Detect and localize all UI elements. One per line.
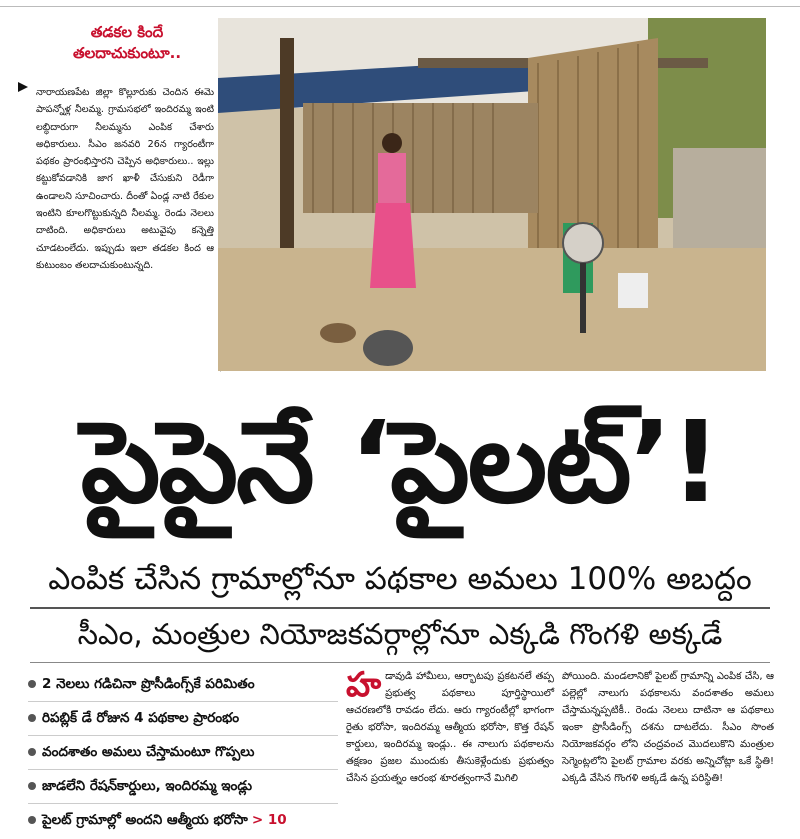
sub-headline-1: ఎంపిక చేసిన గ్రామాల్లోనూ పథకాల అమలు 100% అబద్ధం: [48, 561, 752, 597]
list-item: [28, 804, 338, 837]
caption-title-line2: తలదాచుకుంటూ..: [72, 44, 182, 62]
list-item: [28, 770, 338, 804]
sub-headline-2: సీఎం, మంత్రుల నియోజకవర్గాల్లోనూ ఎక్కడి గొంగళి అక్కడే: [77, 617, 723, 651]
caption-title: [34, 22, 220, 64]
article-text-2: పోయింది. మండలానికో పైలట్ గ్రామాన్ని ఎంపిక చేసి, ఆ పల్లెల్లో నాలుగు పథకాలను వందశాతం అమలు చేస్తామన్నప్పటికీ.. రెండు నెలలు దాటినా ఆ పథకాలు ఇంకా ప్రొసీడింగ్స్ దశను దాటలేదు. సీఎం సొంత నియోజకవర్గం లోని చంద్రవంచ మొదలుకొని మంత్రుల సెగ్మెంట్లలోని పైలట్ గ్రామాల వరకు అన్నిచోట్లా ఒకే స్థితి! ఎక్కడి వేసిన గొంగళి అక్కడే ఉన్న పరిస్థితి!: [562, 671, 774, 784]
page-reference: > 10: [251, 812, 287, 828]
list-item: [28, 702, 338, 736]
bullet-icon: [28, 680, 36, 688]
bullet-icon: [28, 714, 36, 722]
caption-text: నారాయణపేట జిల్లా కొల్లూరుకు చెందిన ఈమె పాపన్నోళ్ల నీలమ్మ. గ్రామసభలో ఇందిరమ్మ ఇంటి లబ్ధిదారుగా నీలమ్మను ఎంపిక చేశారు అధికారులు. సీఎం జనవరి 26న గ్యారంటీగా పథకం ప్రారంభిస్తారని చెప్పిన అధికారులు.. ఇల్లు కట్టుకోవడానికి జాగ ఖాళీ చేసుకుని రెడీగా ఉండాలని సూచించారు. దీంతో ఏండ్ల నాటి రేకుల ఇంటిని కూలగొట్టుకున్నది నీలమ్మ. రెండు నెలలు దాటింది. అధికారులు అటువైపు కన్నెత్తి చూడటంలేదు. ఇప్పుడు ఇలా తడకల కింద ఆ కుటుంబం తలదాచుకుంటున్నది.: [36, 87, 214, 271]
list-item-text: 2 నెలలు గడిచినా ప్రొసీడింగ్స్‌కే పరిమితం: [42, 676, 255, 692]
divider-rule: [30, 662, 770, 663]
drop-cap: హ: [346, 665, 382, 705]
list-item-text: రిపబ్లిక్ డే రోజున 4 పథకాల ప్రారంభం: [42, 710, 240, 726]
main-headline: పైపైనే ‘పైలట్’!: [80, 398, 720, 528]
divider-rule: [30, 607, 770, 609]
bullet-icon: [28, 748, 36, 756]
bullet-icon: [28, 816, 36, 824]
article-text-1: డావుడి హామీలు, ఆర్భాటపు ప్రకటనలే తప్ప ప్రభుత్వ పథకాలు పూర్తిస్థాయిలో ఆచరణలోకి రావడం లేదు. ఆరు గ్యారంటీల్లో భాగంగా రైతు భరోసా, ఇందిరమ్మ ఆత్మీయ భరోసా, కొత్త రేషన్ కార్డులు, ఇందిరమ్మ ఇండ్లు.. ఈ నాలుగు పథకాలను తక్షణం ప్రజల ముందుకు తీసుకెళ్లేందుకు ప్రభుత్వం చేసిన ప్రయత్నం ఆరంభ శూరత్వంగానే మిగిలి: [346, 671, 554, 784]
caption-arrow-icon: [18, 82, 28, 92]
photo-caption-box: [14, 22, 221, 372]
news-photo: [218, 18, 766, 371]
article-column-1: [346, 665, 554, 787]
list-item: [28, 736, 338, 770]
article-column-2: [562, 668, 774, 787]
photo-illustration: [218, 18, 766, 371]
list-item-text: [42, 804, 287, 836]
list-item: [28, 668, 338, 702]
bullet-icon: [28, 782, 36, 790]
caption-title-line1: తడకల కిందే: [90, 23, 164, 41]
list-item-text: వందశాతం అమలు చేస్తామంటూ గొప్పలు: [42, 744, 255, 760]
highlights-list: [28, 668, 338, 837]
list-item-text: జాడలేని రేషన్‌కార్డులు, ఇందిరమ్మ ఇండ్లు: [42, 778, 253, 794]
list-item-label: పైలట్ గ్రామాల్లో అందని ఆత్మీయ భరోసా: [42, 812, 248, 828]
top-rule: [0, 6, 800, 7]
